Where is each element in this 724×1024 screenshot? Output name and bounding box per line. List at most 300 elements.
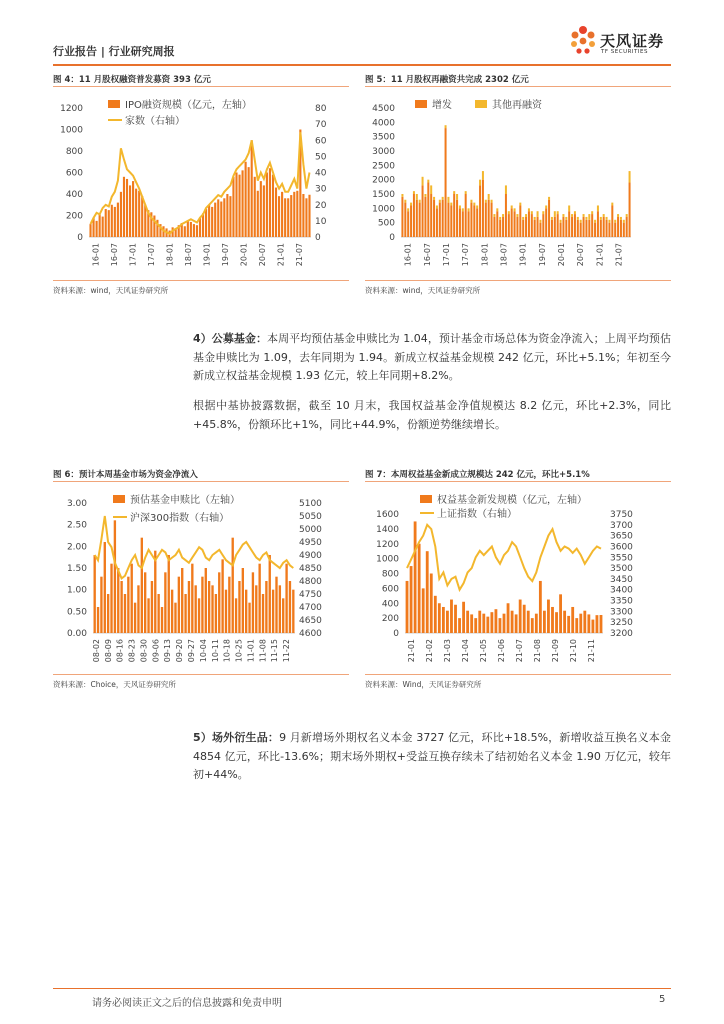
c5-bar <box>508 214 510 237</box>
c4-bar <box>132 181 134 237</box>
c5-bar <box>514 208 516 211</box>
c5-bar <box>430 185 432 194</box>
c5-bar <box>422 177 424 186</box>
c7-right-tick: 3550 <box>610 553 633 564</box>
c5-bar <box>453 194 455 237</box>
c7-bar <box>535 614 538 633</box>
c5-bar <box>516 217 518 237</box>
c4-x-tick: 20-07 <box>257 243 267 267</box>
c6-left-tick: 3.00 <box>66 499 87 509</box>
c6-right-tick: 4600 <box>299 629 322 639</box>
c4-left-tick: 800 <box>65 147 83 157</box>
c6-bar <box>157 594 159 633</box>
c5-bar <box>594 220 596 223</box>
c5-bar <box>413 191 415 194</box>
c4-bar <box>111 205 113 237</box>
c5-bar <box>468 211 470 237</box>
figure-4-title: 图 4：11 月股权融资普发募资 393 亿元 <box>53 75 211 85</box>
c7-bar <box>523 605 526 633</box>
c7-bar <box>575 618 578 633</box>
c5-bar <box>580 220 582 223</box>
c6-bar <box>221 559 223 633</box>
c6-right-tick: 4800 <box>299 577 322 587</box>
c4-bar <box>99 214 101 237</box>
c6-x-tick: 11-08 <box>258 639 268 663</box>
c5-bar <box>597 211 599 237</box>
c7-bar <box>519 600 522 633</box>
c5-bar <box>608 220 610 223</box>
c7-bar <box>559 594 562 633</box>
c4-bar <box>263 185 265 237</box>
c6-bar <box>181 568 183 633</box>
c4-bar <box>205 209 207 237</box>
c5-bar <box>583 217 585 237</box>
c4-bar <box>287 198 289 237</box>
c5-bar <box>470 200 472 203</box>
c6-bar <box>235 598 237 633</box>
c5-bar <box>465 194 467 237</box>
c4-x-tick: 21-01 <box>276 243 286 267</box>
c5-left-tick: 1500 <box>372 190 395 200</box>
c4-bar <box>202 213 204 237</box>
figure-5-chart <box>365 92 671 270</box>
c6-bar <box>198 598 200 633</box>
c4-legend-swatch <box>108 100 120 108</box>
c5-bar <box>574 211 576 214</box>
c5-legend-swatch <box>415 100 427 108</box>
c6-left-tick: 1.50 <box>66 564 87 574</box>
c5-left-tick: 4000 <box>372 118 395 129</box>
c5-x-tick: 21-01 <box>595 243 605 267</box>
c5-bar <box>499 217 501 220</box>
figure-5-source: 资料来源：wind，天风证券研究所 <box>365 286 481 295</box>
c4-bar <box>305 198 307 237</box>
figure-5-bottom-rule <box>365 280 671 281</box>
c4-bar <box>248 167 250 237</box>
figure-6-chart <box>53 487 349 669</box>
figure-4-bottom-rule <box>53 280 349 281</box>
c7-bar <box>539 581 542 633</box>
c6-bar <box>191 564 193 633</box>
c5-bar <box>482 171 484 180</box>
c5-bar <box>611 205 613 237</box>
c7-bar <box>426 551 429 633</box>
header-rule <box>53 64 671 66</box>
c5-bar <box>496 208 498 211</box>
c6-left-tick: 2.50 <box>66 520 87 531</box>
c6-legend-label: 预估基金申赎比（左轴） <box>130 495 240 506</box>
c4-bar <box>208 205 210 237</box>
c5-bar <box>470 203 472 237</box>
c5-bar <box>623 220 625 223</box>
c6-bar <box>292 590 294 633</box>
c5-bar <box>588 220 590 237</box>
c5-bar <box>519 205 521 237</box>
c5-bar <box>462 211 464 237</box>
c5-bar <box>496 211 498 237</box>
c7-line <box>407 525 601 590</box>
c7-x-tick: 21-10 <box>569 639 578 663</box>
c5-legend-label: 增发 <box>432 100 452 111</box>
c5-bar <box>522 220 524 237</box>
c6-x-tick: 10-25 <box>234 639 244 663</box>
c4-bar <box>281 192 283 237</box>
c6-bar <box>151 581 153 633</box>
c6-bar <box>131 564 133 633</box>
c5-left-tick: 1000 <box>372 204 395 215</box>
c4-bar <box>293 192 295 237</box>
c5-bar <box>479 185 481 237</box>
c6-bar <box>248 603 250 633</box>
figure-6-source: 资料来源：Choice，天风证券研究所 <box>53 680 176 689</box>
c5-bar <box>617 217 619 237</box>
c6-left-tick: 1.00 <box>66 585 87 596</box>
paragraph-otc-lead: 5）场外衍生品： <box>193 731 280 744</box>
c7-bar <box>422 588 425 633</box>
c4-right-tick: 70 <box>315 120 327 131</box>
figure-4-chart <box>53 92 349 270</box>
c5-bar <box>447 203 449 237</box>
c5-bar <box>591 214 593 237</box>
c6-right-tick: 4850 <box>299 564 322 574</box>
c5-bar <box>407 211 409 237</box>
c7-left-tick: 400 <box>381 599 399 610</box>
c5-bar <box>502 214 504 217</box>
c6-bar <box>144 572 146 633</box>
c4-x-tick: 16-07 <box>109 243 119 267</box>
c5-x-tick: 19-07 <box>537 243 547 267</box>
c6-bar <box>285 564 287 633</box>
c5-bar <box>568 205 570 211</box>
c4-bar <box>108 210 110 237</box>
c4-bar <box>226 194 228 237</box>
c6-right-tick: 5100 <box>299 499 322 509</box>
c5-bar <box>577 220 579 237</box>
c7-bar <box>555 612 558 633</box>
c7-bar <box>450 600 453 633</box>
c5-bar <box>401 194 403 197</box>
c7-bar <box>446 611 449 633</box>
c4-bar <box>114 207 116 237</box>
c7-legend-label: 权益基金新发规模（亿元，左轴） <box>437 495 587 506</box>
c7-x-tick: 21-01 <box>407 639 416 663</box>
c5-bar <box>404 203 406 237</box>
c6-bar <box>195 585 197 633</box>
c5-bar <box>511 208 513 237</box>
c5-bar <box>499 220 501 237</box>
c5-left-tick: 4500 <box>372 104 395 114</box>
c6-bar <box>289 581 291 633</box>
c5-bar <box>450 203 452 206</box>
c6-bar <box>117 568 119 633</box>
c6-bar <box>124 594 126 633</box>
c4-x-tick: 17-07 <box>146 243 156 267</box>
c6-bar <box>168 555 170 633</box>
c5-bar <box>620 220 622 237</box>
c7-x-tick: 21-06 <box>497 639 506 663</box>
c5-bar <box>611 203 613 206</box>
c6-bar <box>154 551 156 633</box>
c7-right-tick: 3600 <box>610 542 633 553</box>
c5-bar <box>565 217 567 220</box>
c7-legend-swatch <box>420 495 432 503</box>
c6-bar <box>205 568 207 633</box>
c7-bar <box>563 611 566 633</box>
c6-legend-label: 沪深300指数（右轴） <box>130 513 230 524</box>
c5-bar <box>511 205 513 208</box>
c5-bar <box>442 197 444 200</box>
c5-bar <box>445 125 447 128</box>
c6-right-tick: 4750 <box>299 590 322 600</box>
c5-bar <box>439 203 441 237</box>
c5-bar <box>603 217 605 237</box>
c5-bar <box>450 205 452 237</box>
c5-bar <box>505 194 507 237</box>
c4-bar <box>135 189 137 237</box>
c4-x-tick: 18-01 <box>165 243 175 267</box>
c5-bar <box>407 208 409 211</box>
c4-x-tick: 19-07 <box>220 243 230 267</box>
c5-bar <box>424 197 426 237</box>
c5-bar <box>551 217 553 220</box>
c7-bar <box>571 607 574 633</box>
c5-bar <box>485 200 487 203</box>
c7-bar <box>499 618 502 633</box>
c7-right-tick: 3700 <box>610 520 633 531</box>
c5-bar <box>493 217 495 237</box>
c5-legend-swatch <box>475 100 487 108</box>
figure-7-source: 资料来源：Wind，天风证券研究所 <box>365 680 482 689</box>
page-number: 5 <box>659 994 666 1005</box>
c7-right-tick: 3500 <box>610 564 633 575</box>
c6-bar <box>141 538 143 633</box>
c5-bar <box>514 211 516 237</box>
c6-right-tick: 4700 <box>299 603 322 613</box>
c6-bar <box>255 585 257 633</box>
c4-right-tick: 30 <box>315 184 327 195</box>
c5-x-tick: 17-07 <box>461 243 471 267</box>
report-header-title: 行业报告 | 行业研究周报 <box>53 45 175 58</box>
c7-bar <box>515 614 518 633</box>
c6-bar <box>110 564 112 633</box>
c7-right-tick: 3200 <box>610 629 633 639</box>
c4-bar <box>308 195 310 237</box>
c7-bar <box>430 574 433 634</box>
c7-left-tick: 800 <box>381 569 399 580</box>
c7-x-tick: 21-07 <box>515 639 524 663</box>
c5-bar <box>531 211 533 214</box>
c5-bar <box>560 220 562 223</box>
c6-bar <box>164 572 166 633</box>
c4-bar <box>126 179 128 237</box>
c5-bar <box>433 197 435 200</box>
paragraph-public-funds-lead: 4）公募基金： <box>193 332 268 345</box>
c5-bar <box>557 211 559 214</box>
c6-bar <box>242 568 244 633</box>
c5-bar <box>447 197 449 203</box>
c5-bar <box>608 223 610 237</box>
c5-bar <box>606 217 608 220</box>
c5-bar <box>413 194 415 237</box>
c5-bar <box>459 208 461 237</box>
c7-bar <box>478 611 481 633</box>
c7-left-tick: 600 <box>381 584 399 595</box>
c5-x-tick: 19-01 <box>518 243 528 267</box>
c6-bar <box>269 555 271 633</box>
c5-bar <box>502 217 504 237</box>
c7-x-tick: 21-11 <box>587 639 596 663</box>
figure-4-source: 资料来源：wind，天风证券研究所 <box>53 286 169 295</box>
c6-bar <box>211 585 213 633</box>
c7-bar <box>474 618 477 633</box>
c7-bar <box>434 596 437 633</box>
c6-bar <box>208 581 210 633</box>
c5-bar <box>453 191 455 194</box>
c4-bar <box>96 221 98 237</box>
c6-bar <box>252 572 254 633</box>
c5-bar <box>491 203 493 237</box>
c5-bar <box>606 220 608 237</box>
c4-bar <box>220 202 222 237</box>
c6-bar <box>225 590 227 633</box>
figure-4-rule <box>53 86 349 87</box>
c5-bar <box>519 203 521 206</box>
c4-right-tick: 0 <box>315 233 321 243</box>
c6-bar <box>232 538 234 633</box>
c5-left-tick: 2500 <box>372 161 395 172</box>
c6-bar <box>137 585 139 633</box>
c4-bar <box>278 196 280 237</box>
c7-right-tick: 3650 <box>610 531 633 542</box>
c5-bar <box>600 217 602 220</box>
c6-left-tick: 2.00 <box>66 542 87 553</box>
c6-x-tick: 11-15 <box>270 639 280 663</box>
c7-bar <box>596 615 599 633</box>
c6-x-tick: 08-02 <box>91 639 101 663</box>
c5-bar <box>574 214 576 237</box>
c4-left-tick: 600 <box>65 168 83 179</box>
c7-x-tick: 21-02 <box>425 639 434 663</box>
c5-bar <box>465 191 467 194</box>
c7-legend-label: 上证指数（右轴） <box>437 509 517 520</box>
c4-x-tick: 16-01 <box>91 243 101 267</box>
c4-right-tick: 20 <box>315 200 327 211</box>
c6-x-tick: 08-16 <box>115 639 125 663</box>
c6-bar <box>272 590 274 633</box>
footer-disclaimer: 请务必阅读正文之后的信息披露和免责申明 <box>92 998 282 1009</box>
c5-bar <box>585 220 587 237</box>
c7-x-tick: 21-05 <box>479 639 488 663</box>
c6-bar <box>279 585 281 633</box>
c7-bar <box>583 611 586 633</box>
c6-x-tick: 08-23 <box>127 639 137 663</box>
figure-7-bottom-rule <box>365 674 671 675</box>
c5-bar <box>568 211 570 237</box>
c5-bar <box>528 211 530 237</box>
c6-x-tick: 11-22 <box>282 639 292 663</box>
c5-bar <box>422 185 424 237</box>
c5-bar <box>594 223 596 237</box>
c4-bar <box>254 177 256 237</box>
c5-bar <box>525 214 527 217</box>
paragraph-otc-body: 9 月新增场外期权名义本金 3727 亿元，环比+18.5%，新增收益互换名义本金 4854 亿元，环比-13.6%；期末场外期权+受益互换存续未了结初始名义本金 1.90 万亿元，较年初+44%。 <box>193 731 671 781</box>
figure-6-title: 图 6：预计本周基金市场为资金净流入 <box>53 470 198 480</box>
c5-bar <box>542 214 544 237</box>
c4-bar <box>251 140 253 237</box>
c7-right-tick: 3350 <box>610 596 633 607</box>
c6-bar <box>127 577 129 633</box>
logo-name-cn: 天风证券 <box>600 32 665 50</box>
c7-bar <box>547 600 550 633</box>
c6-bar <box>218 572 220 633</box>
c4-bar <box>235 173 237 238</box>
c6-line <box>95 516 294 578</box>
c5-bar <box>580 223 582 237</box>
c4-bar <box>196 225 198 237</box>
c4-bar <box>120 192 122 237</box>
c7-bar <box>470 614 473 633</box>
c4-bar <box>302 194 304 237</box>
c7-bar <box>482 614 485 633</box>
c4-bar <box>257 191 259 237</box>
c5-bar <box>482 180 484 237</box>
figure-7-rule <box>365 481 671 482</box>
c5-bar <box>416 200 418 237</box>
c4-bar <box>217 199 219 237</box>
c7-left-tick: 200 <box>381 614 399 625</box>
c4-bar <box>242 170 244 237</box>
c5-bar <box>585 217 587 220</box>
c5-bar <box>629 183 631 237</box>
c5-bar <box>442 200 444 237</box>
c7-bar <box>531 618 534 633</box>
c5-left-tick: 3000 <box>372 147 395 157</box>
c5-bar <box>445 128 447 237</box>
c6-legend-swatch <box>113 495 125 503</box>
c7-bar <box>503 614 506 633</box>
figure-7-chart <box>365 487 671 669</box>
c4-bar <box>232 177 234 237</box>
figure-7-title: 图 7：本周权益基金新成立规模达 242 亿元，环比+5.1% <box>365 470 590 480</box>
c6-bar <box>171 590 173 633</box>
c7-bar <box>458 618 461 633</box>
figure-6-rule <box>53 481 349 482</box>
c5-bar <box>436 208 438 237</box>
c5-x-tick: 16-07 <box>422 243 432 267</box>
c7-x-tick: 21-04 <box>461 639 470 663</box>
c5-bar <box>516 214 518 217</box>
c7-left-tick: 1200 <box>376 539 399 550</box>
c5-bar <box>560 223 562 237</box>
c5-bar <box>603 214 605 217</box>
c5-bar <box>600 220 602 237</box>
c6-bar <box>114 520 116 633</box>
figure-6-bottom-rule <box>53 674 349 675</box>
c7-left-tick: 1000 <box>376 554 399 565</box>
c5-bar <box>548 197 550 200</box>
c6-x-tick: 11-01 <box>246 639 256 663</box>
c6-x-tick: 09-13 <box>163 639 173 663</box>
c5-bar <box>419 200 421 203</box>
c6-left-tick: 0.50 <box>66 607 87 618</box>
c7-bar <box>527 611 530 633</box>
c4-right-tick: 60 <box>315 136 327 147</box>
c5-bar <box>548 200 550 237</box>
c5-bar <box>539 223 541 237</box>
paragraph-otc-derivatives <box>193 729 671 785</box>
c7-right-tick: 3250 <box>610 618 633 629</box>
c5-x-tick: 18-01 <box>480 243 490 267</box>
